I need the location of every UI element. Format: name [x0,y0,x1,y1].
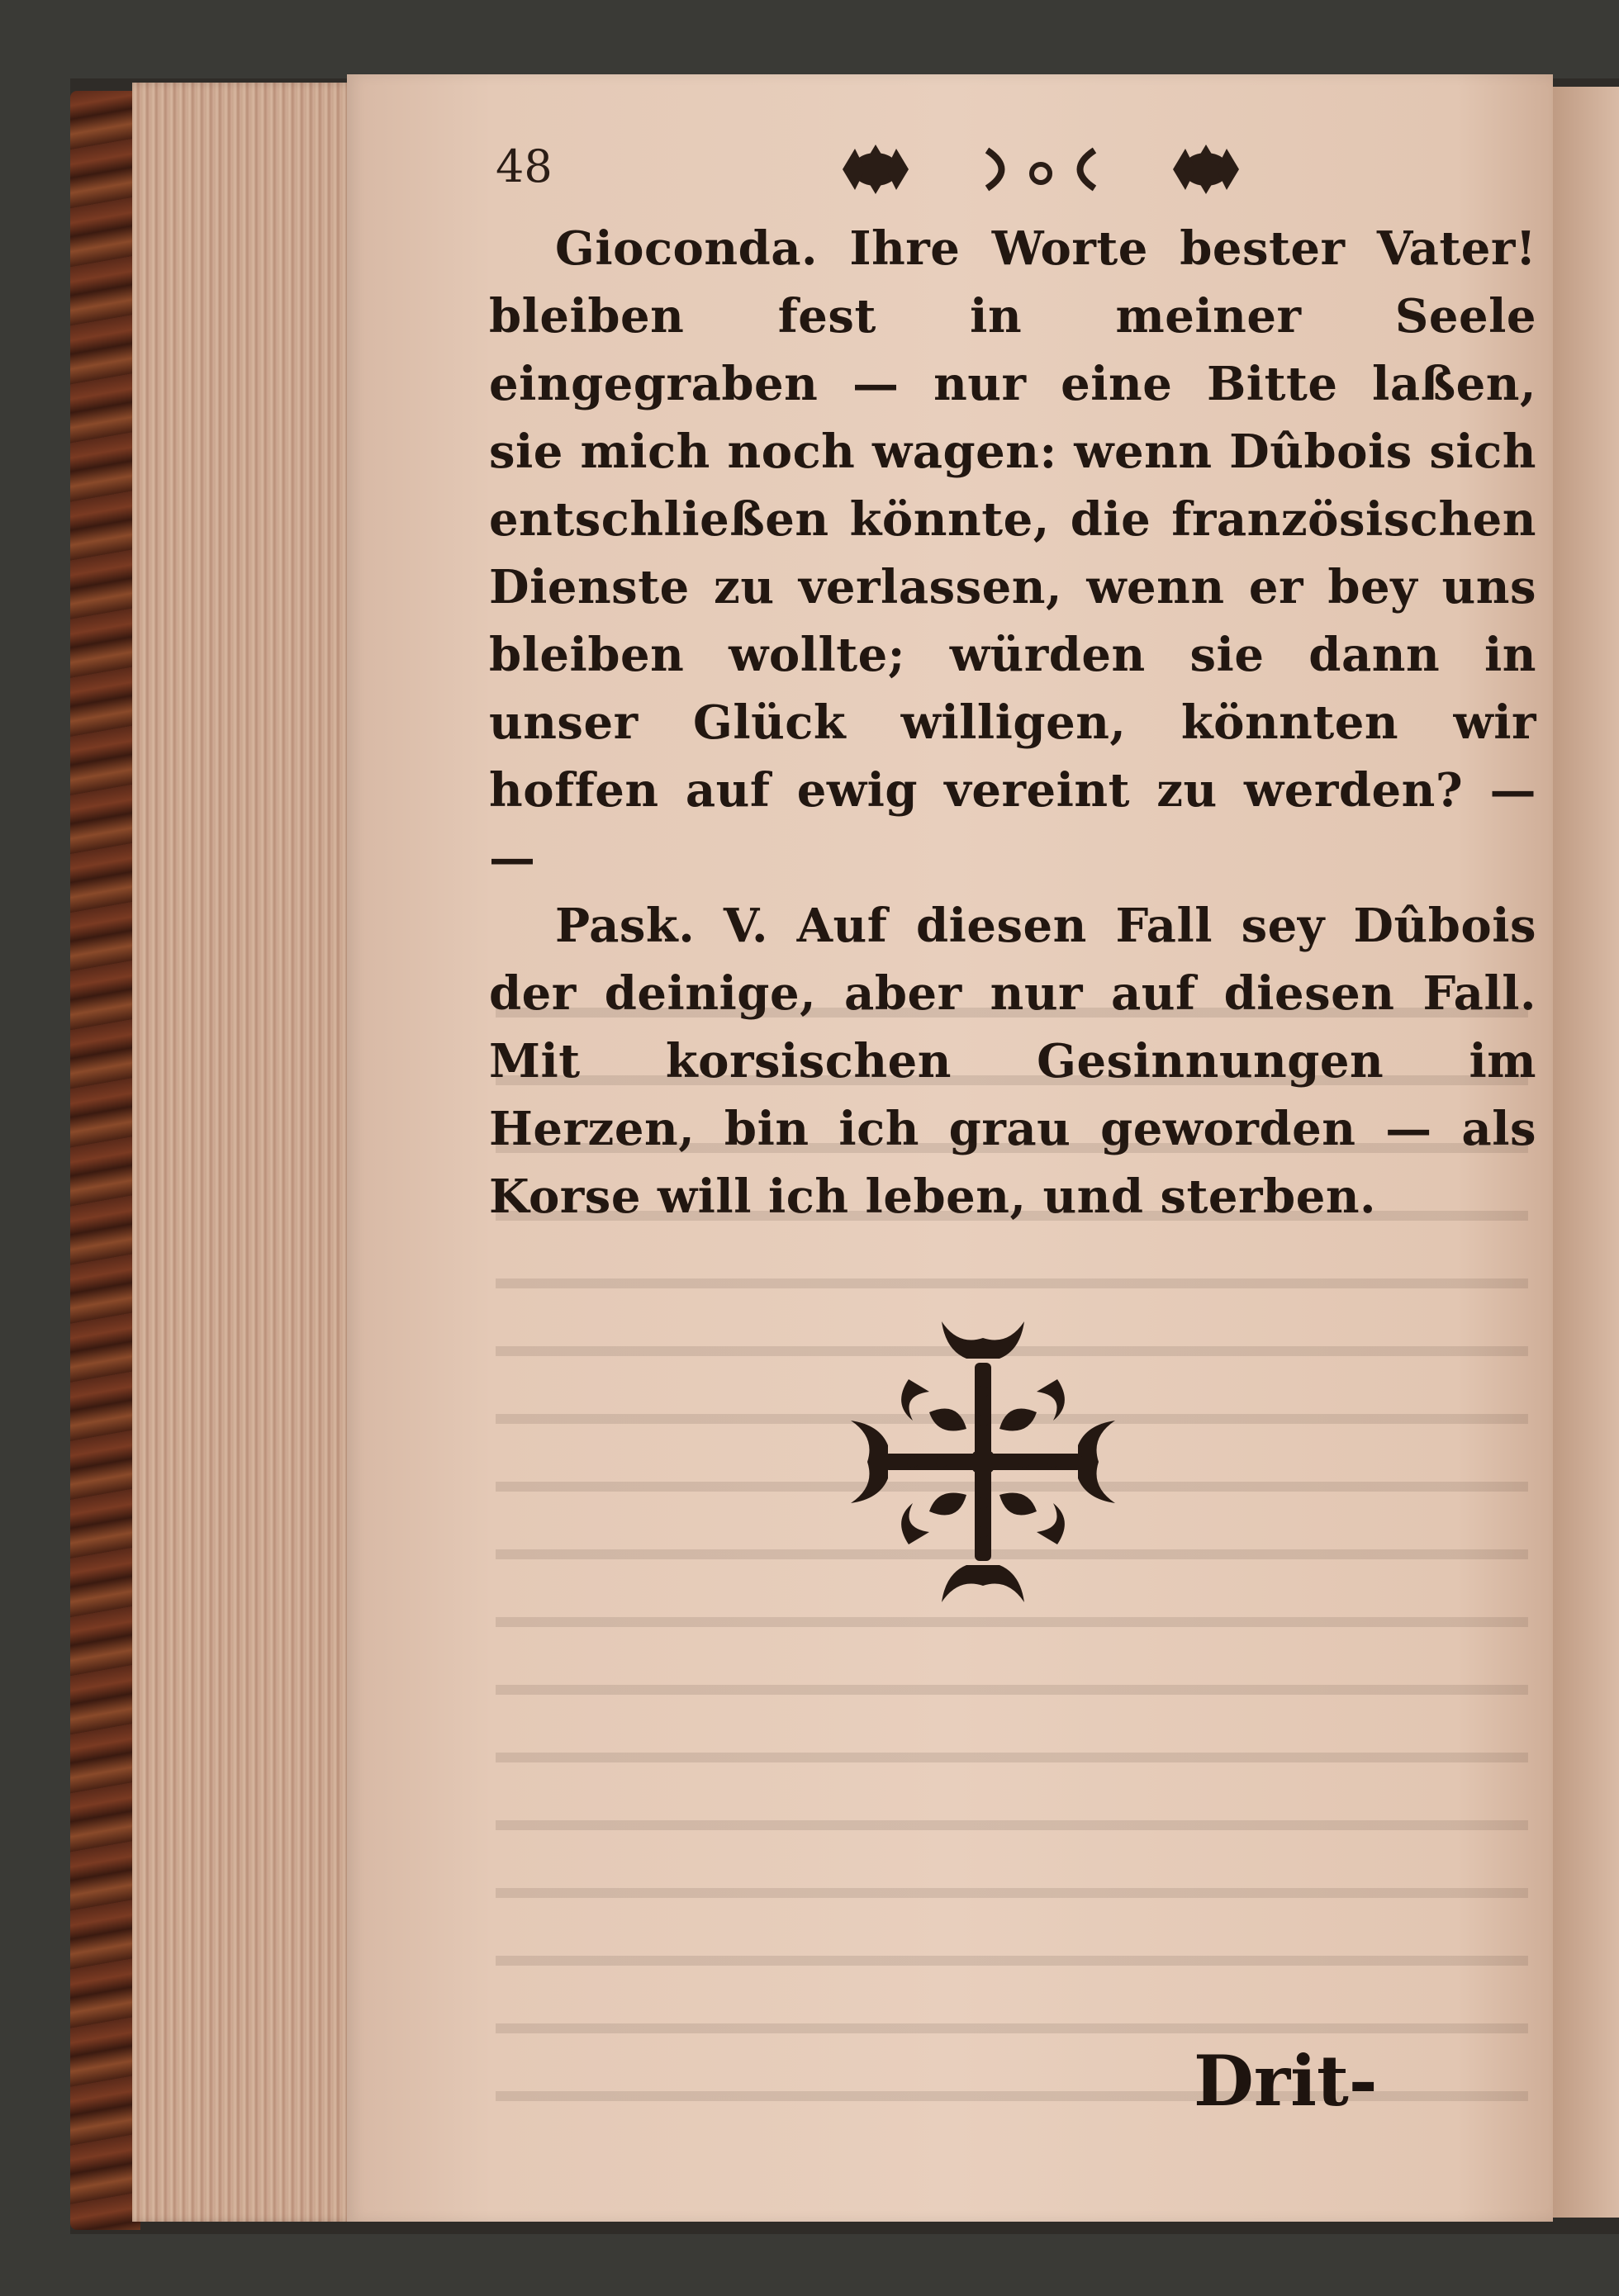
facing-page-edge [1553,87,1619,2218]
speaker-name: Gioconda. [555,221,819,276]
paragraph-text: Auf diesen Fall sey Dûbois der deinige, aber nur auf diesen Fall. Mit korsischen Gesinnungen im Herzen, bin ich grau geworden — als Korse will ich leben, und sterben. [489,899,1536,1224]
paragraph-gioconda [489,215,1536,892]
page-header [496,132,1528,206]
book-cover [70,91,140,2230]
printers-ornament-icon [843,1313,1123,1611]
speaker-name: Pask. V. [555,899,768,953]
paragraph-text: Ihre Worte bester Vater! bleiben fest in meiner Seele eingegraben — nur eine Bitte laßen, sie mich noch wagen: wenn Dûbois sich entschließen könnte, die französischen Dienste zu verlassen, wenn er bey uns bleiben wollte; würden sie dann in unser Glück willigen, könnten wir hoffen auf ewig vereint zu werden? — — [489,221,1536,885]
fleuron-pair-icon [826,140,1256,198]
page-number: 48 [496,140,553,192]
page-edges [132,83,355,2222]
catchword: Drit- [1194,2040,1378,2122]
